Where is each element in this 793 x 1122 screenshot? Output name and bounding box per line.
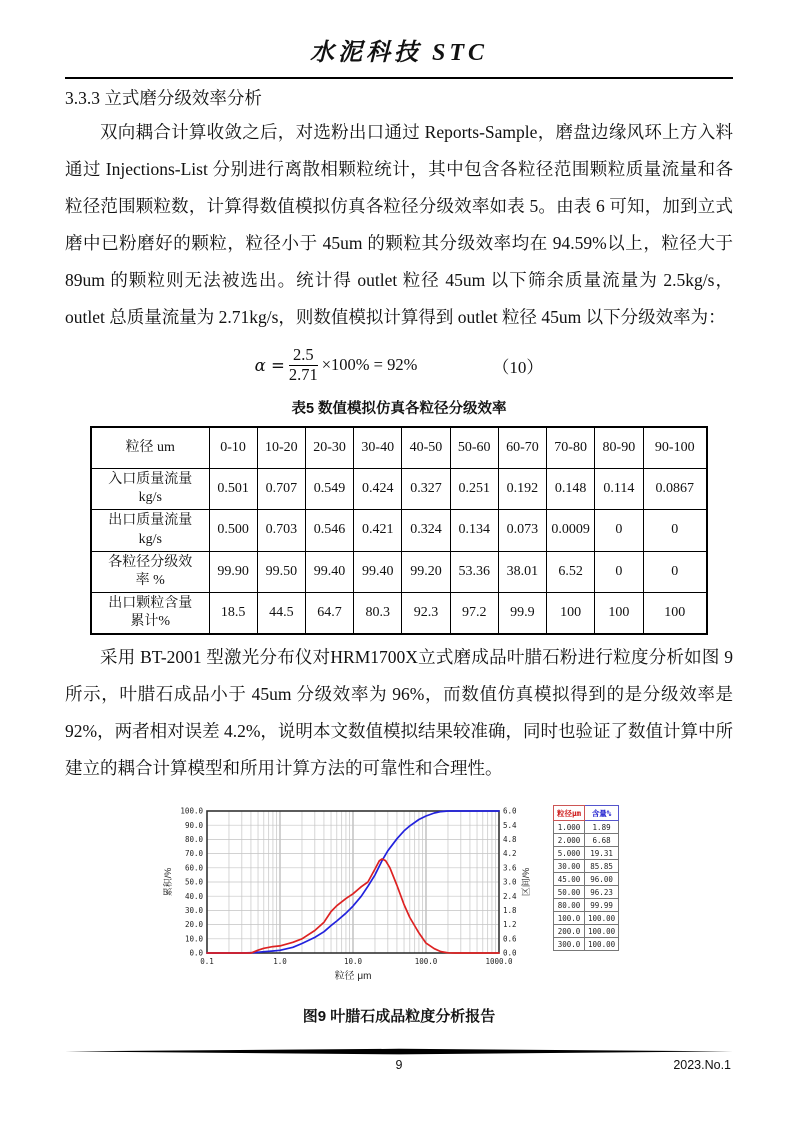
side-table-row [554, 860, 619, 873]
side-table-cell: 6.68 [585, 834, 619, 847]
table5-cell: 0.500 [209, 510, 257, 551]
side-table-cell: 100.0 [554, 912, 585, 925]
table5-cell: 0.424 [354, 468, 402, 509]
table5-cell: 0.707 [257, 468, 305, 509]
svg-text:1.2: 1.2 [503, 920, 517, 930]
table5-row-label: 入口质量流量 kg/s [91, 468, 209, 509]
svg-text:70.0: 70.0 [184, 849, 203, 859]
table5-cell: 0.251 [450, 468, 498, 509]
side-table-cell: 99.99 [585, 899, 619, 912]
table5-cell: 0 [643, 510, 707, 551]
table5-row-label: 出口质量流量 kg/s [91, 510, 209, 551]
table5-cell: 99.9 [498, 593, 546, 635]
svg-text:50.0: 50.0 [184, 878, 203, 888]
svg-text:0.0: 0.0 [503, 949, 517, 959]
table5-cell: 0.0867 [643, 468, 707, 509]
table5-row-label: 各粒径分级效 率 % [91, 551, 209, 592]
side-table-cell: 100.00 [585, 912, 619, 925]
equation-fraction [289, 346, 318, 385]
svg-text:1000.0: 1000.0 [485, 957, 513, 967]
side-table-cell: 2.000 [554, 834, 585, 847]
figure9 [161, 801, 733, 993]
footer-rule [65, 1048, 733, 1056]
side-table-cell: 1.89 [585, 821, 619, 834]
table5-column-header: 60-70 [498, 427, 546, 469]
side-table-cell: 5.000 [554, 847, 585, 860]
svg-text:2.4: 2.4 [503, 892, 517, 902]
header-rule [65, 77, 733, 79]
issue-label: 2023.No.1 [673, 1058, 731, 1072]
svg-text:20.0: 20.0 [184, 920, 203, 930]
table5-cell: 0.148 [547, 468, 595, 509]
table5-column-header: 30-40 [354, 427, 402, 469]
equation-lhs: α = [254, 355, 285, 375]
table5-cell: 99.40 [354, 551, 402, 592]
journal-title: 水泥科技 STC [309, 40, 488, 66]
svg-text:5.4: 5.4 [503, 821, 517, 831]
table5-cell: 0.327 [402, 468, 450, 509]
side-table-header: 含量% [585, 806, 619, 821]
paragraph-2: 采用 BT-2001 型激光分布仪对HRM1700X立式磨成品叶腊石粉进行粒度分析如图 9 所示，叶腊石成品小于 45um 分级效率为 96%，而数值仿真模拟得到的是分级效率是 92%，两者相对误差 4.2%，说明本文数值模拟结果较准确，同时也验证了数值计算中所建立的耦合计算模型和所用计算方法的可靠性和合理性。 [65, 647, 733, 779]
table5-row [91, 468, 707, 509]
side-table-row [554, 821, 619, 834]
page-number: 9 [395, 1058, 403, 1072]
table5-row [91, 551, 707, 592]
table5-cell: 44.5 [257, 593, 305, 635]
svg-text:4.2: 4.2 [503, 849, 517, 859]
side-table-cell: 100.00 [585, 925, 619, 938]
table5-cell: 0 [595, 510, 643, 551]
side-table-cell: 200.0 [554, 925, 585, 938]
table5-cell: 53.36 [450, 551, 498, 592]
table5-cell: 6.52 [547, 551, 595, 592]
table5-column-header: 70-80 [547, 427, 595, 469]
equation-10 [65, 346, 733, 385]
side-table-cell: 85.85 [585, 860, 619, 873]
side-table-cell: 30.00 [554, 860, 585, 873]
table5-row-label-header: 粒径 um [91, 427, 209, 469]
table5-cell: 18.5 [209, 593, 257, 635]
page-footer [65, 1048, 733, 1076]
table5-caption: 表5 数值模拟仿真各粒径分级效率 [291, 400, 507, 417]
side-table-row [554, 899, 619, 912]
table5-cell: 0.0009 [547, 510, 595, 551]
svg-text:区间/%: 区间/% [521, 868, 531, 897]
svg-text:3.0: 3.0 [503, 878, 517, 888]
side-table-cell: 96.00 [585, 873, 619, 886]
svg-text:0.1: 0.1 [200, 957, 214, 967]
svg-text:40.0: 40.0 [184, 892, 203, 902]
table5-cell: 0.703 [257, 510, 305, 551]
table5-cell: 0 [595, 551, 643, 592]
side-table-cell: 96.23 [585, 886, 619, 899]
table5-column-header: 40-50 [402, 427, 450, 469]
svg-text:60.0: 60.0 [184, 863, 203, 873]
table5 [90, 426, 708, 636]
table5-cell: 80.3 [354, 593, 402, 635]
table5-cell: 0.073 [498, 510, 546, 551]
table5-column-header: 80-90 [595, 427, 643, 469]
side-table-row [554, 834, 619, 847]
table5-cell: 0 [643, 551, 707, 592]
table5-cell: 97.2 [450, 593, 498, 635]
table5-column-header: 50-60 [450, 427, 498, 469]
table5-cell: 38.01 [498, 551, 546, 592]
table5-cell: 64.7 [305, 593, 353, 635]
svg-text:1.0: 1.0 [273, 957, 287, 967]
side-table-cell: 100.00 [585, 938, 619, 951]
table5-column-header: 90-100 [643, 427, 707, 469]
svg-text:0.0: 0.0 [189, 949, 203, 959]
table5-cell: 0.501 [209, 468, 257, 509]
svg-text:90.0: 90.0 [184, 821, 203, 831]
equation-number: （10） [492, 357, 544, 377]
side-table-row [554, 886, 619, 899]
figure9-side-table [553, 805, 619, 951]
table5-cell: 92.3 [402, 593, 450, 635]
svg-text:累积/%: 累积/% [163, 868, 173, 897]
svg-text:100.0: 100.0 [180, 807, 203, 817]
table5-row-label: 出口颗粒含量 累计% [91, 593, 209, 635]
table5-cell: 100 [595, 593, 643, 635]
side-table-row [554, 925, 619, 938]
table5-cell: 0.192 [498, 468, 546, 509]
side-table-cell: 50.00 [554, 886, 585, 899]
table5-row [91, 510, 707, 551]
side-table-cell: 80.00 [554, 899, 585, 912]
figure9-chart [161, 801, 539, 993]
svg-text:0.6: 0.6 [503, 934, 517, 944]
table5-cell: 0.134 [450, 510, 498, 551]
figure9-caption: 图9 叶腊石成品粒度分析报告 [302, 1008, 496, 1026]
table5-cell: 99.40 [305, 551, 353, 592]
svg-text:4.8: 4.8 [503, 835, 517, 845]
side-table-row [554, 847, 619, 860]
table5-cell: 0.421 [354, 510, 402, 551]
side-table-cell: 1.000 [554, 821, 585, 834]
svg-text:6.0: 6.0 [503, 807, 517, 817]
side-table-row [554, 938, 619, 951]
side-table-header: 粒径μm [554, 806, 585, 821]
side-table-cell: 300.0 [554, 938, 585, 951]
paragraph-1: 双向耦合计算收敛之后，对选粉出口通过 Reports-Sample，磨盘边缘风环上方入料通过 Injections-List 分别进行离散相颗粒统计，其中包含各粒径范围颗粒质量流量和各粒径范围颗粒数，计算得数值模拟仿真各粒径分级效率如表 5。由表 6 可知，加到立式磨中已粉磨好的颗粒，粒径小于 45um 的颗粒其分级效率均在 94.59%以上，粒径大于 89um 的颗粒则无法被选出。统计得 outlet 粒径 45um 以下筛余质量流量为 2.5kg/s，outlet 总质量流量为 2.71kg/s，则数值模拟计算得到 outlet 粒径 45um 以下分级效率为： [65, 122, 733, 327]
side-table-cell: 45.00 [554, 873, 585, 886]
side-table-row [554, 912, 619, 925]
table5-column-header: 20-30 [305, 427, 353, 469]
svg-text:100.0: 100.0 [414, 957, 438, 967]
side-table-row [554, 873, 619, 886]
equation-suffix: ×100% = 92% [321, 355, 418, 375]
table5-cell: 99.20 [402, 551, 450, 592]
table5-cell: 0.114 [595, 468, 643, 509]
table5-cell: 0.324 [402, 510, 450, 551]
svg-text:10.0: 10.0 [184, 934, 203, 944]
table5-column-header: 0-10 [209, 427, 257, 469]
table5-cell: 0.546 [305, 510, 353, 551]
side-table-header-row [554, 806, 619, 821]
side-table-cell: 19.31 [585, 847, 619, 860]
fraction-numerator: 2.5 [289, 346, 318, 366]
table5-cell: 99.90 [209, 551, 257, 592]
svg-text:80.0: 80.0 [184, 835, 203, 845]
table5-cell: 99.50 [257, 551, 305, 592]
svg-text:10.0: 10.0 [343, 957, 363, 967]
fraction-denominator: 2.71 [288, 364, 318, 384]
svg-text:1.8: 1.8 [503, 906, 517, 916]
table5-cell: 100 [643, 593, 707, 635]
svg-text:3.6: 3.6 [503, 863, 517, 873]
svg-text:30.0: 30.0 [184, 906, 203, 916]
table5-column-header: 10-20 [257, 427, 305, 469]
table5-cell: 0.549 [305, 468, 353, 509]
table5-row [91, 593, 707, 635]
svg-text:粒径 μm: 粒径 μm [334, 971, 372, 983]
table5-cell: 100 [547, 593, 595, 635]
table5-header-row [91, 427, 707, 469]
section-heading: 3.3.3 立式磨分级效率分析 [65, 88, 262, 108]
